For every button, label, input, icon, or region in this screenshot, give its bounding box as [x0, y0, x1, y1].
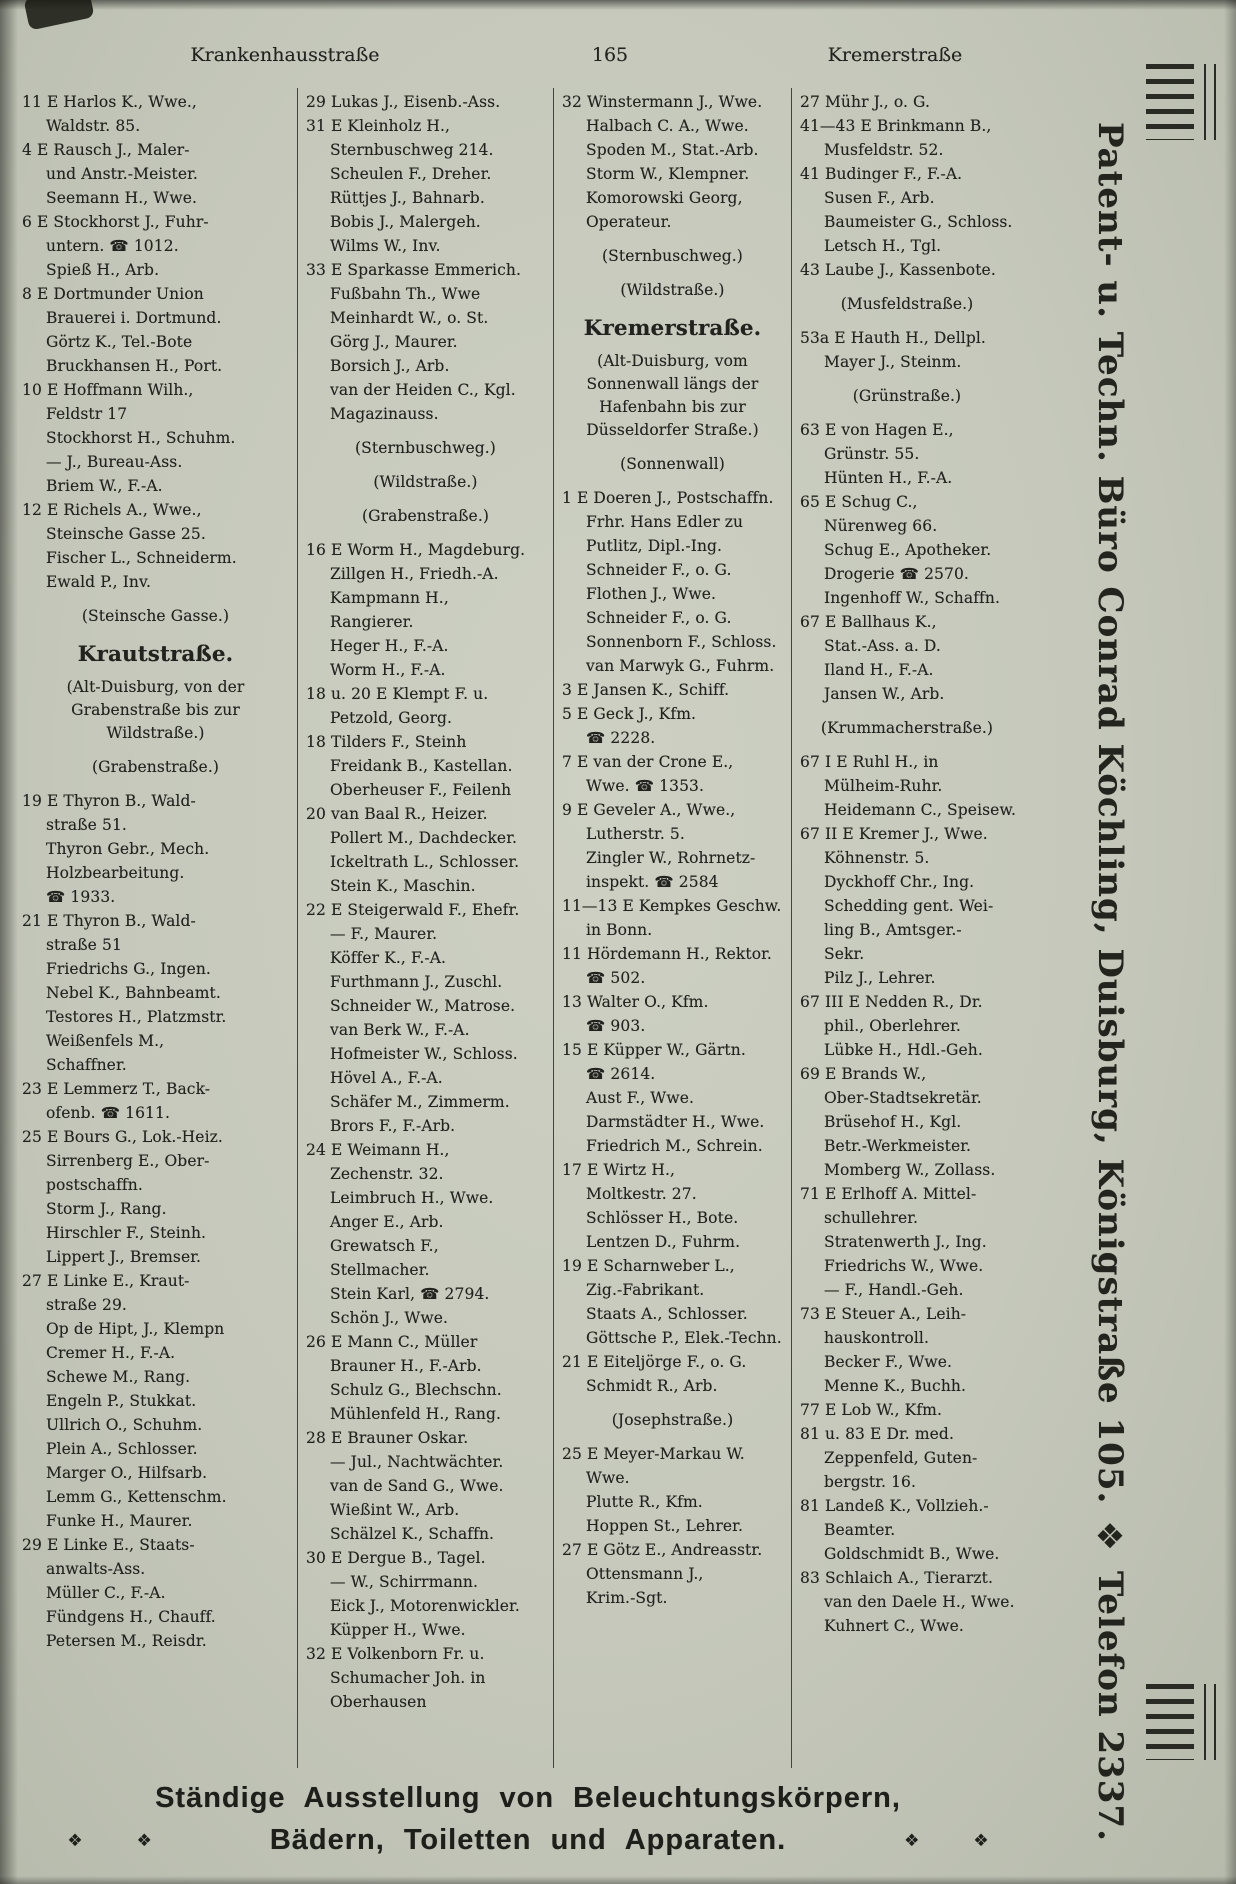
directory-sub-line: Goldschmidt B., Wwe.	[824, 1545, 1000, 1563]
cross-street-label: (Josephstraße.)	[611, 1411, 734, 1429]
directory-sub-line: Dyckhoff Chr., Ing.	[824, 873, 975, 891]
directory-sub-line: Sonnenborn F., Schloss.	[586, 633, 777, 651]
directory-sub-line: straße 29.	[46, 1296, 127, 1314]
directory-entry-line: 63 E von Hagen E.,	[800, 421, 954, 439]
directory-sub-line: Stockhorst H., Schuhm.	[46, 429, 236, 447]
advert-border-lines-top-icon	[1204, 64, 1216, 140]
directory-sub-line: Petersen M., Reisdr.	[46, 1632, 207, 1650]
directory-sub-line: Aust F., Wwe.	[586, 1089, 695, 1107]
directory-entry-line: 27 E Götz E., Andreasstr.	[562, 1541, 763, 1559]
directory-sub-line: Köhnenstr. 5.	[824, 849, 930, 867]
directory-sub-line: hauskontroll.	[824, 1329, 929, 1347]
directory-sub-line: Beamter.	[824, 1521, 896, 1539]
directory-sub-line: Lentzen D., Fuhrm.	[586, 1233, 741, 1251]
directory-entry-line: 53a E Hauth H., Dellpl.	[800, 329, 986, 347]
side-advert-text: Patent- u. Techn. Büro Conrad Köchling, Duisburg, Königstraße 105. ❖ Telefon 2337.	[1090, 122, 1130, 1842]
directory-sub-line: Plein A., Schlosser.	[46, 1440, 198, 1458]
directory-sub-line: — J., Bureau-Ass.	[46, 453, 183, 471]
directory-entry-line: 32 Winstermann J., Wwe.	[562, 93, 763, 111]
cross-street-label: (Sternbuschweg.)	[602, 247, 743, 265]
directory-sub-line: Lippert J., Bremser.	[46, 1248, 202, 1266]
directory-sub-line: Furthmann J., Zuschl.	[330, 973, 503, 991]
directory-sub-line: van den Daele H., Wwe.	[824, 1593, 1015, 1611]
street-heading: Krautstraße.	[77, 642, 234, 667]
directory-column-3	[553, 88, 791, 1768]
cross-street-label: (Grabenstraße.)	[92, 758, 219, 776]
directory-sub-line: Görg J., Maurer.	[330, 333, 458, 351]
directory-sub-line: Zillgen H., Friedh.-A.	[330, 565, 499, 583]
directory-sub-line: Op de Hipt, J., Klempn	[46, 1320, 225, 1338]
directory-sub-line: Köffer K., F.-A.	[330, 949, 447, 967]
directory-sub-line: Ober-Stadtsekretär.	[824, 1089, 982, 1107]
header-street-left: Krankenhausstraße	[190, 44, 380, 66]
directory-entry-line: 65 E Schug C.,	[800, 493, 918, 511]
directory-sub-line: ling B., Amtsger.-	[824, 921, 962, 939]
cross-street-label: (Grabenstraße.)	[362, 507, 489, 525]
directory-entry-line: 20 van Baal R., Heizer.	[306, 805, 488, 823]
directory-sub-line: Pollert M., Dachdecker.	[330, 829, 518, 847]
directory-sub-line: van de Sand G., Wwe.	[330, 1477, 504, 1495]
directory-sub-line: Brüsehof H., Kgl.	[824, 1113, 962, 1131]
directory-entry-line: 32 E Volkenborn Fr. u.	[306, 1645, 485, 1663]
directory-entry-line: 67 II E Kremer J., Wwe.	[800, 825, 988, 843]
directory-sub-line: Musfeldstr. 52.	[824, 141, 944, 159]
directory-entry-line: 8 E Dortmunder Union	[22, 285, 204, 303]
directory-sub-line: Krim.-Sgt.	[586, 1589, 668, 1607]
advert-rule-ornament-top-icon	[1146, 64, 1194, 140]
directory-sub-line: van der Heiden C., Kgl.	[330, 381, 516, 399]
directory-sub-line: Brauner H., F.-Arb.	[330, 1357, 482, 1375]
directory-sub-line: Friedrichs G., Ingen.	[46, 960, 211, 978]
directory-sub-line: Lutherstr. 5.	[586, 825, 685, 843]
directory-entry-line: 22 E Steigerwald F., Ehefr.	[306, 901, 520, 919]
directory-entry-line: 29 E Linke E., Staats-	[22, 1536, 195, 1554]
directory-sub-line: Schulz G., Blechschn.	[330, 1381, 502, 1399]
directory-sub-line: — F., Handl.-Geh.	[824, 1281, 964, 1299]
diamond-ornament-icon: ❖	[973, 1831, 989, 1850]
street-heading: Kremerstraße.	[583, 316, 762, 341]
directory-sub-line: Frhr. Hans Edler zu	[586, 513, 744, 531]
directory-sub-line: Testores H., Platzmstr.	[46, 1008, 227, 1026]
directory-sub-line: Storm J., Rang.	[46, 1200, 167, 1218]
directory-sub-line: Plutte R., Kfm.	[586, 1493, 703, 1511]
directory-entry-line: 13 Walter O., Kfm.	[562, 993, 709, 1011]
page-number: 165	[591, 44, 629, 66]
cross-street-label: (Krummacherstraße.)	[820, 719, 994, 737]
directory-sub-line: in Bonn.	[586, 921, 653, 939]
directory-entry-line: 81 u. 83 E Dr. med.	[800, 1425, 954, 1443]
scan-corner-mark	[23, 0, 94, 31]
directory-sub-line: Zig.-Fabrikant.	[586, 1281, 705, 1299]
directory-entry-line: 12 E Richels A., Wwe.,	[22, 501, 202, 519]
directory-sub-line: Freidank B., Kastellan.	[330, 757, 513, 775]
directory-sub-line: Heidemann C., Speisew.	[824, 801, 1017, 819]
directory-sub-line: Schmidt R., Arb.	[586, 1377, 718, 1395]
directory-entry-line: 11 E Harlos K., Wwe.,	[22, 93, 197, 111]
directory-sub-line: Stein K., Maschin.	[330, 877, 476, 895]
directory-columns	[14, 88, 1022, 1768]
cross-street-label: (Musfeldstraße.)	[840, 295, 974, 313]
street-range-note: (Alt-Duisburg, von der	[66, 678, 245, 696]
directory-sub-line: Magazinauss.	[330, 405, 439, 423]
directory-sub-line: — W., Schirrmann.	[330, 1573, 479, 1591]
directory-sub-line: Hoppen St., Lehrer.	[586, 1517, 743, 1535]
directory-sub-line: Thyron Gebr., Mech.	[46, 840, 210, 858]
directory-sub-line: Stratenwerth J., Ing.	[824, 1233, 987, 1251]
directory-sub-line: Schälzel K., Schaffn.	[330, 1525, 495, 1543]
directory-entry-line: 19 E Thyron B., Wald-	[22, 792, 196, 810]
directory-sub-line: — F., Maurer.	[330, 925, 438, 943]
scan-shadow-bottom	[0, 1876, 1236, 1884]
directory-column-4	[791, 88, 1022, 1768]
directory-sub-line: Baumeister G., Schloss.	[824, 213, 1013, 231]
directory-sub-line: Iland H., F.-A.	[824, 661, 934, 679]
directory-sub-line: Grewatsch F.,	[330, 1237, 439, 1255]
directory-sub-line: ofenb. ☎ 1611.	[46, 1104, 171, 1122]
directory-sub-line: Worm H., F.-A.	[330, 661, 446, 679]
directory-sub-line: Ullrich O., Schuhm.	[46, 1416, 203, 1434]
directory-sub-line: ☎ 2228.	[586, 729, 656, 747]
directory-sub-line: Schön J., Wwe.	[330, 1309, 449, 1327]
directory-sub-line: ☎ 502.	[586, 969, 646, 987]
directory-entry-line: 4 E Rausch J., Maler-	[22, 141, 190, 159]
directory-sub-line: untern. ☎ 1012.	[46, 237, 179, 255]
directory-entry-line: 11 Hördemann H., Rektor.	[562, 945, 772, 963]
bottom-advert-line2-text: Bädern, Toiletten und Apparaten.	[269, 1824, 787, 1856]
directory-entry-line: 26 E Mann C., Müller	[306, 1333, 478, 1351]
directory-column-1	[14, 88, 297, 1768]
directory-sub-line: van Berk W., F.-A.	[330, 1021, 470, 1039]
directory-sub-line: Ottensmann J.,	[586, 1565, 704, 1583]
directory-sub-line: Staats A., Schlosser.	[586, 1305, 748, 1323]
bottom-advert-line2	[0, 1824, 1056, 1857]
directory-entry-line: 77 E Lob W., Kfm.	[800, 1401, 943, 1419]
directory-sub-line: und Anstr.-Meister.	[46, 165, 198, 183]
directory-entry-line: 1 E Doeren J., Postschaffn.	[562, 489, 774, 507]
directory-entry-line: 67 III E Nedden R., Dr.	[800, 993, 983, 1011]
directory-sub-line: Zeppenfeld, Guten-	[824, 1449, 978, 1467]
directory-sub-line: Rüttjes J., Bahnarb.	[330, 189, 485, 207]
directory-sub-line: Susen F., Arb.	[824, 189, 935, 207]
directory-sub-line: Meinhardt W., o. St.	[330, 309, 489, 327]
directory-sub-line: Schewe M., Rang.	[46, 1368, 191, 1386]
directory-entry-line: 67 E Ballhaus K.,	[800, 613, 937, 631]
directory-sub-line: Brors F., F.-Arb.	[330, 1117, 456, 1135]
cross-street-label: (Steinsche Gasse.)	[81, 607, 230, 625]
directory-sub-line: Petzold, Georg.	[330, 709, 453, 727]
directory-entry-line: 71 E Erlhoff A. Mittel-	[800, 1185, 977, 1203]
directory-sub-line: Stein Karl, ☎ 2794.	[330, 1285, 490, 1303]
street-range-note: Sonnenwall längs der	[586, 375, 759, 393]
directory-sub-line: Hirschler F., Steinh.	[46, 1224, 207, 1242]
directory-entry-line: 24 E Weimann H.,	[306, 1141, 450, 1159]
directory-sub-line: Flothen J., Wwe.	[586, 585, 717, 603]
directory-entry-line: 18 u. 20 E Klempt F. u.	[306, 685, 489, 703]
directory-entry-line: 33 E Sparkasse Emmerich.	[306, 261, 521, 279]
cross-street-label: (Sternbuschweg.)	[355, 439, 496, 457]
street-range-note: Hafenbahn bis zur	[599, 398, 746, 416]
directory-sub-line: Ickeltrath L., Schlosser.	[330, 853, 520, 871]
directory-sub-line: Stat.-Ass. a. D.	[824, 637, 941, 655]
directory-sub-line: Sekr.	[824, 945, 865, 963]
directory-sub-line: Schlösser H., Bote.	[586, 1209, 739, 1227]
directory-sub-line: — Jul., Nachtwächter.	[330, 1453, 504, 1471]
street-range-note: Wildstraße.)	[106, 724, 205, 742]
directory-entry-line: 43 Laube J., Kassenbote.	[800, 261, 996, 279]
directory-sub-line: Letsch H., Tgl.	[824, 237, 942, 255]
directory-entry-line: 17 E Wirtz H.,	[562, 1161, 676, 1179]
directory-sub-line: Kampmann H.,	[330, 589, 449, 607]
directory-sub-line: Schug E., Apotheker.	[824, 541, 992, 559]
directory-sub-line: Marger O., Hilfsarb.	[46, 1464, 208, 1482]
directory-sub-line: Fündgens H., Chauff.	[46, 1608, 216, 1626]
directory-sub-line: Hövel A., F.-A.	[330, 1069, 443, 1087]
directory-entry-line: 67 I E Ruhl H., in	[800, 753, 939, 771]
directory-sub-line: Görtz K., Tel.-Bote	[46, 333, 193, 351]
directory-entry-line: 15 E Küpper W., Gärtn.	[562, 1041, 746, 1059]
directory-sub-line: Waldstr. 85.	[46, 117, 141, 135]
directory-sub-line: Spieß H., Arb.	[46, 261, 160, 279]
directory-sub-line: Hofmeister W., Schloss.	[330, 1045, 518, 1063]
directory-entry-line: 28 E Brauner Oskar.	[306, 1429, 469, 1447]
street-range-note: (Alt-Duisburg, vom	[597, 352, 748, 370]
directory-sub-line: Moltkestr. 27.	[586, 1185, 697, 1203]
directory-entry-line: 10 E Hoffmann Wilh.,	[22, 381, 194, 399]
directory-sub-line: Weißenfels M.,	[46, 1032, 165, 1050]
directory-sub-line: Storm W., Klempner.	[586, 165, 750, 183]
directory-sub-line: Wwe. ☎ 1353.	[586, 777, 705, 795]
directory-column-2	[297, 88, 553, 1768]
directory-sub-line: Seemann H., Wwe.	[46, 189, 197, 207]
diamond-ornament-icon: ❖	[904, 1831, 920, 1850]
directory-sub-line: straße 51.	[46, 816, 127, 834]
directory-sub-line: Eick J., Motorenwickler.	[330, 1597, 520, 1615]
directory-sub-line: Putlitz, Dipl.-Ing.	[586, 537, 723, 555]
directory-sub-line: Halbach C. A., Wwe.	[586, 117, 749, 135]
directory-sub-line: Wilms W., Inv.	[330, 237, 441, 255]
directory-sub-line: Ingenhoff W., Schaffn.	[824, 589, 1001, 607]
directory-entry-line: 31 E Kleinholz H.,	[306, 117, 451, 135]
directory-sub-line: Mülheim-Ruhr.	[824, 777, 943, 795]
directory-sub-line: Zingler W., Rohrnetz-	[586, 849, 756, 867]
directory-sub-line: Müller C., F.-A.	[46, 1584, 166, 1602]
directory-sub-line: Scheulen F., Dreher.	[330, 165, 492, 183]
directory-entry-line: 5 E Geck J., Kfm.	[562, 705, 697, 723]
directory-entry-line: 73 E Steuer A., Leih-	[800, 1305, 967, 1323]
directory-sub-line: phil., Oberlehrer.	[824, 1017, 961, 1035]
directory-sub-line: Brauerei i. Dortmund.	[46, 309, 222, 327]
diamond-ornament-icon: ❖	[67, 1831, 83, 1850]
directory-sub-line: schullehrer.	[824, 1209, 919, 1227]
directory-sub-line: Sternbuschweg 214.	[330, 141, 494, 159]
directory-sub-line: Stellmacher.	[330, 1261, 430, 1279]
directory-sub-line: Oberhausen	[330, 1693, 427, 1711]
directory-sub-line: Menne K., Buchh.	[824, 1377, 967, 1395]
side-advert	[1020, 60, 1226, 1842]
directory-sub-line: Zechenstr. 32.	[330, 1165, 444, 1183]
directory-entry-line: 7 E van der Crone E.,	[562, 753, 734, 771]
directory-sub-line: Darmstädter H., Wwe.	[586, 1113, 765, 1131]
directory-sub-line: Nürenweg 66.	[824, 517, 938, 535]
directory-entry-line: 23 E Lemmerz T., Back-	[22, 1080, 211, 1098]
directory-sub-line: Friedrich M., Schrein.	[586, 1137, 763, 1155]
directory-sub-line: Nebel K., Bahnbeamt.	[46, 984, 221, 1002]
directory-entry-line: 11—13 E Kempkes Geschw.	[562, 897, 782, 915]
header-street-right: Kremerstraße	[827, 44, 963, 66]
directory-sub-line: ☎ 2614.	[586, 1065, 656, 1083]
directory-sub-line: Sirrenberg E., Ober-	[46, 1152, 210, 1170]
directory-entry-line: 81 Landeß K., Vollzieh.-	[800, 1497, 989, 1515]
directory-sub-line: Oberheuser F., Feilenh	[330, 781, 512, 799]
directory-sub-line: Borsich J., Arb.	[330, 357, 450, 375]
directory-sub-line: straße 51	[46, 936, 122, 954]
directory-entry-line: 27 E Linke E., Kraut-	[22, 1272, 190, 1290]
directory-sub-line: Friedrichs W., Wwe.	[824, 1257, 984, 1275]
directory-sub-line: inspekt. ☎ 2584	[586, 873, 719, 891]
directory-sub-line: Jansen W., Arb.	[824, 685, 945, 703]
directory-sub-line: van Marwyk G., Fuhrm.	[586, 657, 775, 675]
directory-sub-line: Heger H., F.-A.	[330, 637, 449, 655]
directory-sub-line: Becker F., Wwe.	[824, 1353, 953, 1371]
directory-sub-line: Spoden M., Stat.-Arb.	[586, 141, 759, 159]
directory-sub-line: Operateur.	[586, 213, 672, 231]
directory-entry-line: 21 E Thyron B., Wald-	[22, 912, 196, 930]
directory-entry-line: 25 E Bours G., Lok.-Heiz.	[22, 1128, 223, 1146]
directory-sub-line: Betr.-Werkmeister.	[824, 1137, 972, 1155]
directory-sub-line: Schedding gent. Wei-	[824, 897, 994, 915]
directory-sub-line: Momberg W., Zollass.	[824, 1161, 996, 1179]
directory-sub-line: Fußbahn Th., Wwe	[330, 285, 481, 303]
directory-entry-line: 18 Tilders F., Steinh	[306, 733, 467, 751]
directory-sub-line: Wießint W., Arb.	[330, 1501, 460, 1519]
directory-sub-line: Briem W., F.-A.	[46, 477, 163, 495]
street-range-note: Düsseldorfer Straße.)	[586, 421, 759, 439]
scan-shadow-top	[0, 0, 1236, 10]
directory-sub-line: Ewald P., Inv.	[46, 573, 152, 591]
directory-sub-line: Pilz J., Lehrer.	[824, 969, 936, 987]
directory-sub-line: Küpper H., Wwe.	[330, 1621, 466, 1639]
directory-sub-line: Göttsche P., Elek.-Techn.	[586, 1329, 782, 1347]
directory-sub-line: Holzbearbeitung.	[46, 864, 185, 882]
directory-entry-line: 16 E Worm H., Magdeburg.	[306, 541, 526, 559]
directory-sub-line: postschaffn.	[46, 1176, 143, 1194]
directory-sub-line: Schumacher Joh. in	[330, 1669, 486, 1687]
directory-sub-line: anwalts-Ass.	[46, 1560, 146, 1578]
directory-sub-line: Schneider W., Matrose.	[330, 997, 516, 1015]
street-range-note: Grabenstraße bis zur	[71, 701, 240, 719]
directory-entry-line: 29 Lukas J., Eisenb.-Ass.	[306, 93, 501, 111]
directory-sub-line: Rangierer.	[330, 613, 414, 631]
directory-entry-line: 21 E Eiteljörge F., o. G.	[562, 1353, 747, 1371]
directory-sub-line: Bruckhansen H., Port.	[46, 357, 223, 375]
directory-entry-line: 6 E Stockhorst J., Fuhr-	[22, 213, 209, 231]
directory-entry-line: 41—43 E Brinkmann B.,	[800, 117, 992, 135]
directory-sub-line: ☎ 903.	[586, 1017, 646, 1035]
cross-street-label: (Grünstraße.)	[852, 387, 962, 405]
directory-sub-line: Kuhnert C., Wwe.	[824, 1617, 964, 1635]
directory-sub-line: Anger E., Arb.	[330, 1213, 444, 1231]
directory-sub-line: Grünstr. 55.	[824, 445, 920, 463]
directory-sub-line: Schaffner.	[46, 1056, 127, 1074]
directory-sub-line: Lemm G., Kettenschm.	[46, 1488, 227, 1506]
cross-street-label: (Wildstraße.)	[620, 281, 725, 299]
directory-sub-line: Steinsche Gasse 25.	[46, 525, 206, 543]
directory-sub-line: Funke H., Maurer.	[46, 1512, 193, 1530]
bottom-advert	[0, 1782, 1056, 1857]
directory-entry-line: 19 E Scharnweber L.,	[562, 1257, 735, 1275]
directory-entry-line: 30 E Dergue B., Tagel.	[306, 1549, 486, 1567]
directory-sub-line: Bobis J., Malergeh.	[330, 213, 481, 231]
bottom-advert-line1: Ständige Ausstellung von Beleuchtungskörpern,	[155, 1782, 901, 1814]
advert-border-lines-bottom-icon	[1204, 1684, 1216, 1760]
directory-sub-line: Engeln P., Stukkat.	[46, 1392, 197, 1410]
diamond-ornament-icon: ❖	[136, 1831, 152, 1850]
directory-sub-line: ☎ 1933.	[46, 888, 116, 906]
directory-sub-line: Feldstr 17	[46, 405, 128, 423]
cross-street-label: (Sonnenwall)	[620, 455, 725, 473]
directory-sub-line: Wwe.	[586, 1469, 630, 1487]
directory-sub-line: Mayer J., Steinm.	[824, 353, 962, 371]
directory-sub-line: Cremer H., F.-A.	[46, 1344, 176, 1362]
directory-sub-line: Fischer L., Schneiderm.	[46, 549, 237, 567]
directory-entry-line: 27 Mühr J., o. G.	[800, 93, 930, 111]
advert-rule-ornament-bottom-icon	[1146, 1684, 1194, 1760]
directory-sub-line: Leimbruch H., Wwe.	[330, 1189, 494, 1207]
cross-street-label: (Wildstraße.)	[373, 473, 478, 491]
directory-sub-line: Komorowski Georg,	[586, 189, 743, 207]
directory-entry-line: 3 E Jansen K., Schiff.	[562, 681, 730, 699]
directory-sub-line: Drogerie ☎ 2570.	[824, 565, 969, 583]
directory-sub-line: Schneider F., o. G.	[586, 609, 732, 627]
directory-entry-line: 25 E Meyer-Markau W.	[562, 1445, 745, 1463]
directory-sub-line: Lübke H., Hdl.-Geh.	[824, 1041, 983, 1059]
directory-sub-line: Mühlenfeld H., Rang.	[330, 1405, 502, 1423]
directory-sub-line: Hünten H., F.-A.	[824, 469, 953, 487]
directory-entry-line: 41 Budinger F., F.-A.	[800, 165, 963, 183]
directory-entry-line: 69 E Brands W.,	[800, 1065, 927, 1083]
directory-entry-line: 83 Schlaich A., Tierarzt.	[800, 1569, 994, 1587]
directory-sub-line: Schäfer M., Zimmerm.	[330, 1093, 510, 1111]
directory-sub-line: Schneider F., o. G.	[586, 561, 732, 579]
directory-entry-line: 9 E Geveler A., Wwe.,	[562, 801, 736, 819]
directory-sub-line: bergstr. 16.	[824, 1473, 917, 1491]
